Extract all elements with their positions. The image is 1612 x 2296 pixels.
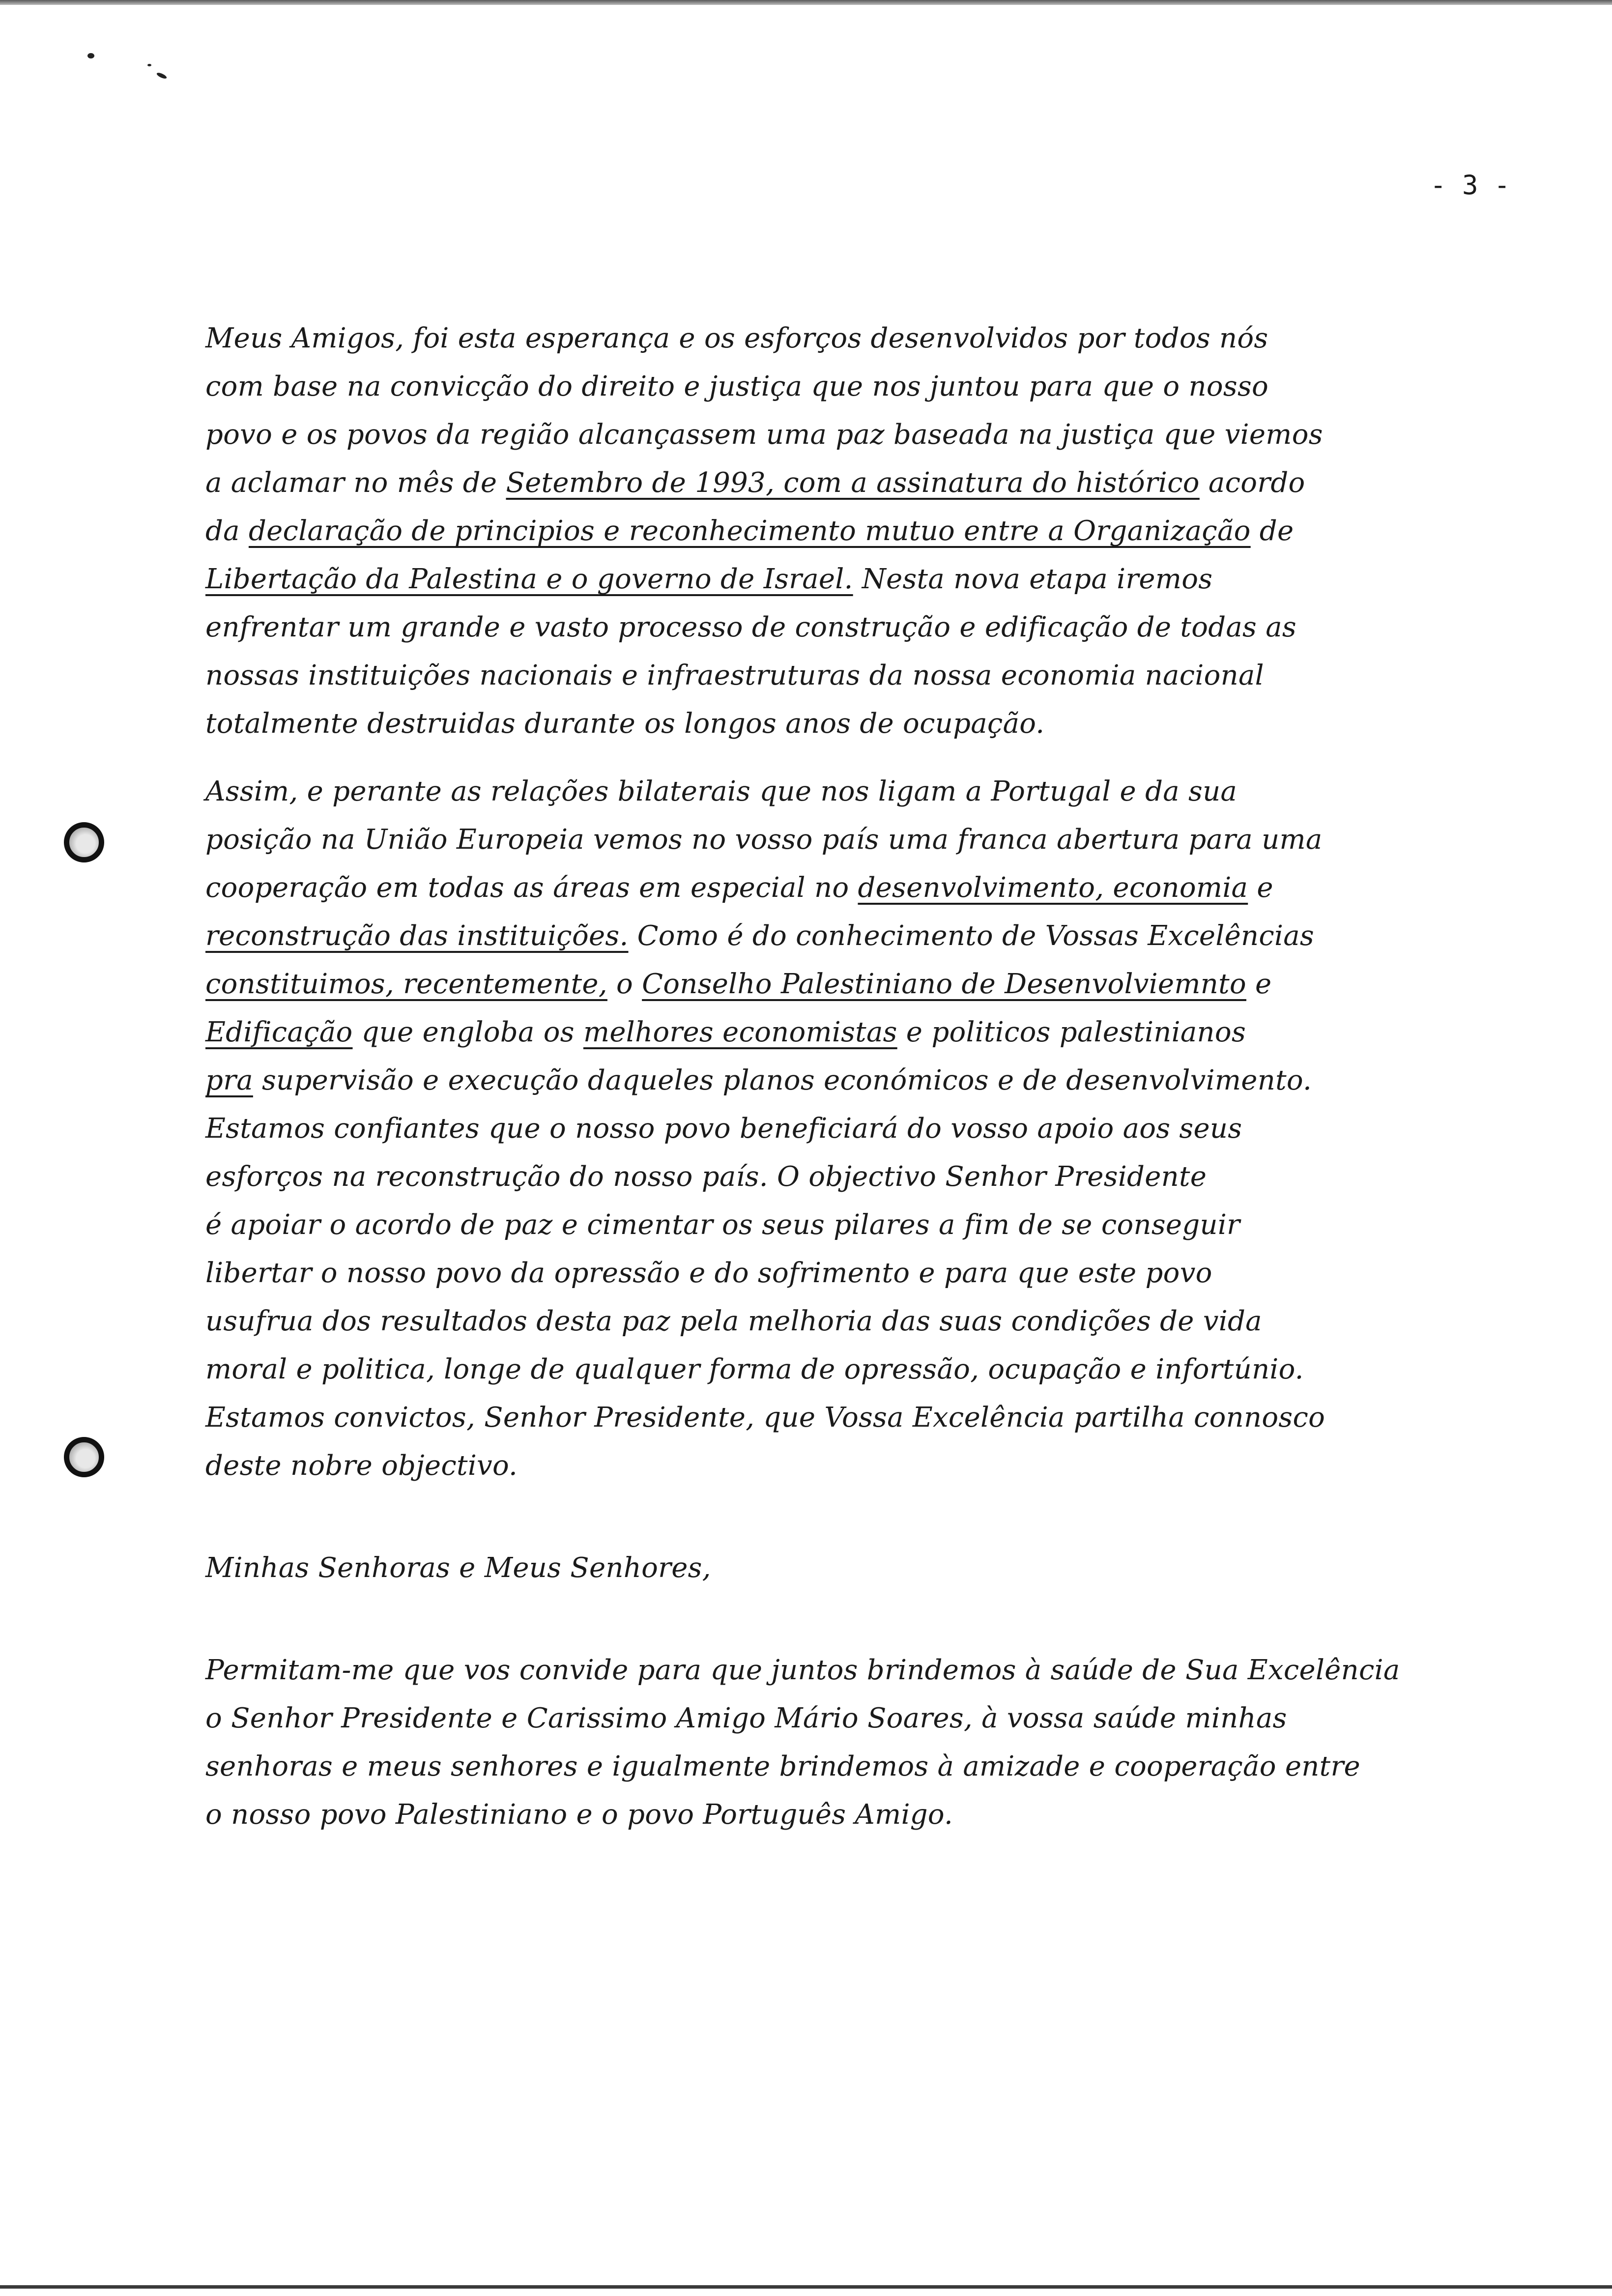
underlined-text: Edificação — [205, 1016, 353, 1048]
text-line — [205, 363, 1532, 411]
text-segment: de — [1250, 515, 1294, 547]
underlined-text: Libertação da Palestina e o governo de Israel. — [205, 563, 853, 595]
text-line — [205, 1057, 1532, 1105]
text-line — [205, 960, 1532, 1008]
text-line — [205, 1346, 1532, 1394]
text-line — [205, 912, 1532, 960]
text-segment: e — [1248, 872, 1273, 904]
text-segment: enfrentar um grande e vasto processo de construção e edificação de todas as — [205, 611, 1296, 643]
text-segment: da — [205, 515, 249, 547]
text-segment: acordo — [1199, 467, 1305, 499]
text-line — [205, 1201, 1532, 1249]
text-segment: com base na convicção do direito e justiça que nos juntou para que o nosso — [205, 371, 1268, 402]
text-line — [205, 700, 1532, 748]
text-segment: totalmente destruidas durante os longos anos de ocupação. — [205, 708, 1045, 740]
underlined-text: desenvolvimento, economia — [858, 872, 1248, 904]
scan-top-edge — [0, 0, 1612, 5]
punch-hole-icon — [64, 822, 104, 862]
text-line — [205, 816, 1532, 864]
text-line — [205, 1544, 1532, 1592]
text-segment: senhoras e meus senhores e igualmente brindemos à amizade e cooperação entre — [205, 1751, 1360, 1782]
text-segment: Estamos convictos, Senhor Presidente, que Vossa Excelência partilha connosco — [205, 1402, 1325, 1434]
text-segment: e — [1246, 968, 1272, 1000]
text-line — [205, 1442, 1532, 1490]
text-segment: deste nobre objectivo. — [205, 1450, 518, 1482]
text-segment: libertar o nosso povo da opressão e do sofrimento e para que este povo — [205, 1257, 1212, 1289]
underlined-text: Setembro de 1993, com a assinatura do histórico — [506, 467, 1200, 499]
text-segment: Meus Amigos, foi esta esperança e os esforços desenvolvidos por todos nós — [205, 322, 1268, 354]
text-line — [205, 768, 1532, 816]
text-line — [205, 1791, 1532, 1839]
scan-speck — [87, 53, 94, 58]
paragraph — [205, 1646, 1532, 1839]
text-segment: que engloba os — [352, 1016, 583, 1048]
scan-speck — [147, 64, 151, 66]
underlined-text: constituimos, recentemente, — [205, 968, 607, 1000]
text-line — [205, 603, 1532, 652]
page-number: - 3 - — [1430, 170, 1510, 201]
text-segment: povo e os povos da região alcançassem uma paz baseada na justiça que viemos — [205, 419, 1323, 451]
text-segment: Minhas Senhoras e Meus Senhores, — [205, 1552, 711, 1584]
text-segment: esforços na reconstrução do nosso país. O objectivo Senhor Presidente — [205, 1161, 1207, 1193]
text-segment: usufrua dos resultados desta paz pela melhoria das suas condições de vida — [205, 1305, 1262, 1337]
text-line — [205, 555, 1532, 603]
text-segment: e politicos palestinianos — [897, 1016, 1246, 1048]
text-segment: Permitam-me que vos convide para que juntos brindemos à saúde de Sua Excelência — [205, 1654, 1400, 1686]
text-segment: nossas instituições nacionais e infraestruturas da nossa economia nacional — [205, 660, 1264, 691]
text-segment: a aclamar no mês de — [205, 467, 506, 499]
underlined-text: reconstrução das instituições. — [205, 920, 629, 952]
scan-speck — [156, 72, 167, 80]
underlined-text: melhores economistas — [583, 1016, 897, 1048]
underlined-text: pra — [205, 1064, 253, 1096]
text-segment: moral e politica, longe de qualquer forma de opressão, ocupação e infortúnio. — [205, 1353, 1304, 1385]
paragraph — [205, 1544, 1532, 1592]
paragraph — [205, 768, 1532, 1490]
text-line — [205, 459, 1532, 507]
text-line — [205, 1008, 1532, 1057]
text-line — [205, 1153, 1532, 1201]
text-segment: o Senhor Presidente e Carissimo Amigo Mário Soares, à vossa saúde minhas — [205, 1702, 1287, 1734]
text-segment: é apoiar o acordo de paz e cimentar os seus pilares a fim de se conseguir — [205, 1209, 1240, 1241]
punch-hole-icon — [64, 1437, 104, 1477]
text-line — [205, 1646, 1532, 1694]
text-segment: Estamos confiantes que o nosso povo beneficiará do vosso apoio aos seus — [205, 1113, 1242, 1145]
letter-body — [205, 315, 1532, 1839]
text-line — [205, 1249, 1532, 1297]
text-segment: Nesta nova etapa iremos — [853, 563, 1213, 595]
text-line — [205, 411, 1532, 459]
text-line — [205, 1105, 1532, 1153]
underlined-text: declaração de principios e reconhecimento mutuo entre a Organização — [248, 515, 1251, 547]
text-segment: o nosso povo Palestiniano e o povo Português Amigo. — [205, 1799, 953, 1831]
scan-bottom-edge — [0, 2285, 1612, 2289]
text-line — [205, 1394, 1532, 1442]
text-segment: cooperação em todas as áreas em especial no — [205, 872, 858, 904]
text-line — [205, 507, 1532, 555]
underlined-text: Conselho Palestiniano de Desenvolviemnto — [642, 968, 1246, 1000]
text-segment: supervisão e execução daqueles planos económicos e de desenvolvimento. — [253, 1064, 1312, 1096]
text-segment: posição na União Europeia vemos no vosso país uma franca abertura para uma — [205, 824, 1323, 856]
text-segment: Como é do conhecimento de Vossas Excelências — [628, 920, 1314, 952]
text-line — [205, 652, 1532, 700]
text-line — [205, 1743, 1532, 1791]
paragraph — [205, 315, 1532, 748]
text-line — [205, 1297, 1532, 1346]
text-line — [205, 315, 1532, 363]
text-line — [205, 1694, 1532, 1743]
text-segment: Assim, e perante as relações bilaterais que nos ligam a Portugal e da sua — [205, 775, 1238, 807]
text-line — [205, 864, 1532, 912]
text-segment: o — [607, 968, 642, 1000]
